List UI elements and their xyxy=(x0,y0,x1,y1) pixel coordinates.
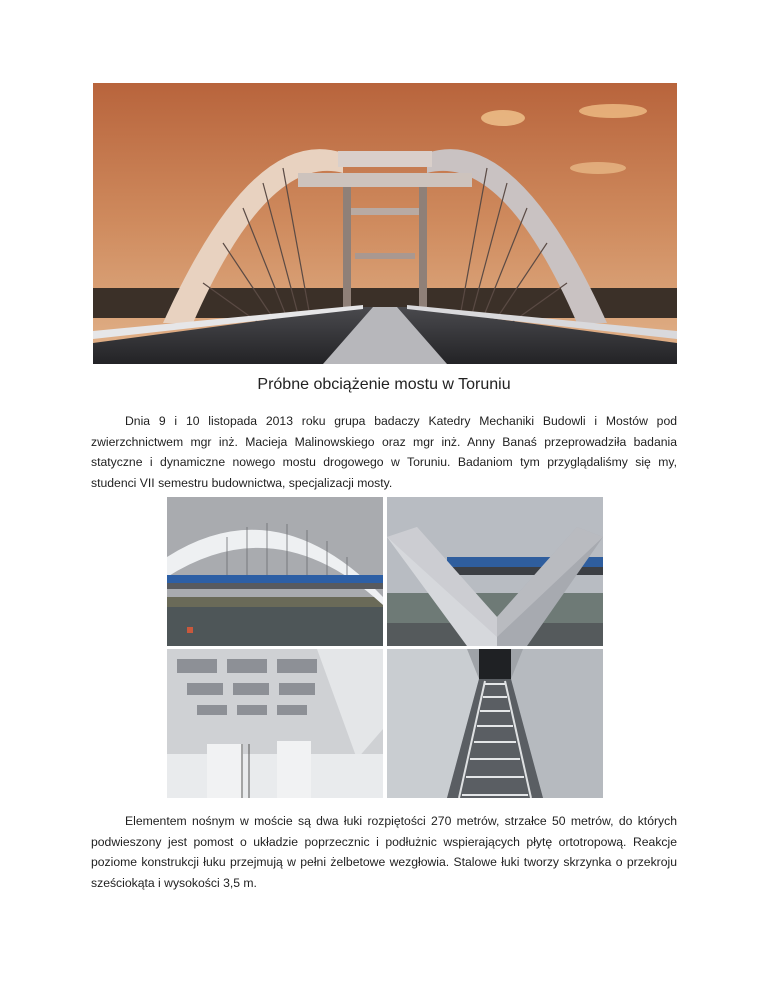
photo-bridge-arch-side xyxy=(167,497,383,646)
paragraph-intro-text: Dnia 9 i 10 listopada 2013 roku grupa badaczy Katedry Mechaniki Budowli i Mostów pod zwierzchnictwem mgr inż. Macieja Malinowskiego oraz mgr inż. Anny Banaś przeprowadziła badania statyczne i dynamiczne nowego mostu drogowego w Toruniu. Badaniom tym przyglądaliśmy się my, studenci VII semestru budownictwa, specjalizacji mosty. xyxy=(91,414,677,490)
page-title: Próbne obciążenie mostu w Toruniu xyxy=(257,376,511,393)
photo-arch-springing xyxy=(387,497,603,646)
photo-ladder-inside-arch xyxy=(387,649,603,798)
photo-grid xyxy=(167,497,603,798)
photo-deck-underside xyxy=(167,649,383,798)
hero-photo-bridge-sunset xyxy=(93,83,677,364)
paragraph-intro xyxy=(91,411,677,493)
paragraph-structure xyxy=(91,811,677,893)
paragraph-structure-text: Elementem nośnym w moście są dwa łuki rozpiętości 270 metrów, strzałce 50 metrów, do których podwieszony jest pomost o układzie poprzecznic i podłużnic wspierających płytę ortotropową. Reakcje poziome konstrukcji łuku przejmują w pełni żelbetowe wezgłowia. Stalowe łuki tworzy skrzynka o przekroju sześciokąta i wysokości 3,5 m. xyxy=(91,814,677,890)
